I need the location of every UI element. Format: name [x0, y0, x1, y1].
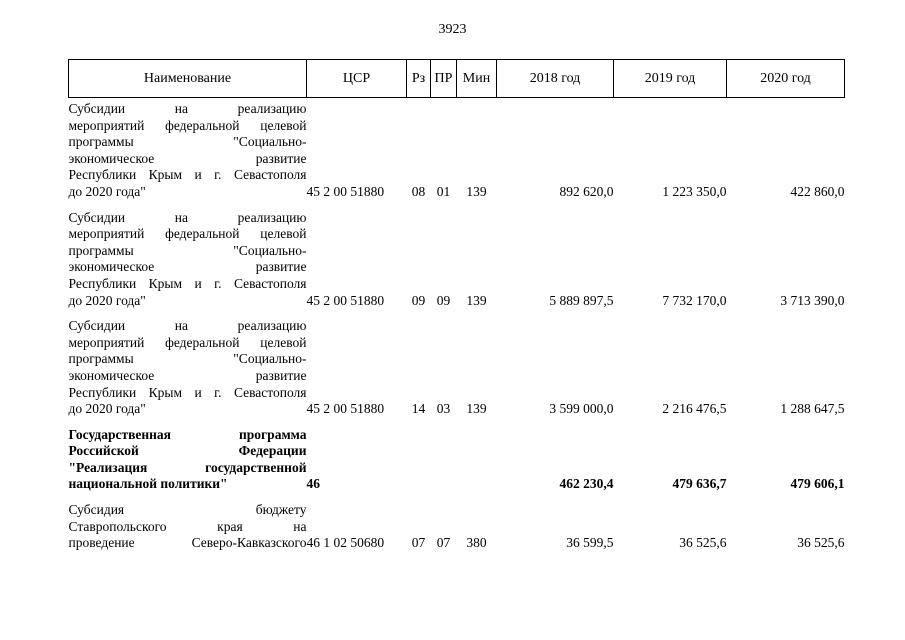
row-csr: 45 2 00 51880 [306, 292, 385, 308]
row-2019: 36 525,6 [679, 535, 727, 551]
table-row [69, 427, 845, 502]
row-2018: 462 230,4 [559, 476, 614, 492]
row-name-line: программы "Социально- [68, 134, 307, 150]
row-min: 139 [466, 401, 487, 417]
row-2018: 3 599 000,0 [549, 401, 614, 417]
row-name-line: Субсидия бюджету [68, 502, 307, 518]
row-csr: 45 2 00 51880 [306, 183, 385, 199]
row-name-line: мероприятий федеральной целевой [68, 226, 307, 242]
row-rz: 14 [411, 401, 426, 417]
table-row [69, 210, 845, 319]
table-row [69, 98, 845, 210]
row-name-line: Республики Крым и г. Севастополя [68, 384, 307, 400]
row-name-line: мероприятий федеральной целевой [68, 334, 307, 350]
row-2020: 36 525,6 [797, 535, 845, 551]
row-pr: 01 [436, 183, 451, 199]
row-name-line: до 2020 года" [68, 401, 146, 417]
row-rz: 09 [411, 292, 426, 308]
col-header-2018: 2018 год [497, 60, 614, 98]
page-number: 3923 [438, 22, 467, 37]
col-header-pr: ПР [431, 60, 457, 98]
col-header-csr: ЦСР [307, 60, 407, 98]
row-min: 139 [466, 292, 487, 308]
row-name-line: Республики Крым и г. Севастополя [68, 167, 307, 183]
row-name-line: Субсидии на реализацию [68, 209, 307, 225]
row-rz: 08 [411, 183, 426, 199]
table-header-row [69, 60, 845, 98]
row-2020: 422 860,0 [790, 183, 845, 199]
table-row [69, 502, 845, 561]
row-name-line: Субсидии на реализацию [68, 101, 307, 116]
row-name [69, 502, 307, 561]
row-2019: 2 216 476,5 [662, 401, 727, 417]
row-2018: 5 889 897,5 [549, 292, 614, 308]
row-name [69, 318, 307, 427]
row-name-line: Ставропольского края на [68, 518, 307, 534]
row-csr: 46 [306, 476, 320, 492]
budget-table [68, 59, 845, 561]
row-csr: 45 2 00 51880 [306, 401, 385, 417]
row-name-line: "Реализация государственной [68, 459, 307, 475]
row-2019: 1 223 350,0 [662, 183, 727, 199]
row-name-line: проведение Северо-Кавказского [68, 535, 307, 551]
row-min [457, 427, 497, 502]
col-header-rz: Рз [407, 60, 431, 98]
row-pr: 07 [436, 535, 451, 551]
row-rz: 07 [411, 535, 426, 551]
col-header-min: Мин [457, 60, 497, 98]
row-pr: 09 [436, 292, 451, 308]
row-name-line: экономическое развитие [68, 150, 307, 166]
row-name-line: программы "Социально- [68, 351, 307, 367]
col-header-name: Наименование [69, 60, 307, 98]
row-name-line: мероприятий федеральной целевой [68, 117, 307, 133]
row-name-line: экономическое развитие [68, 259, 307, 275]
row-name-line: программы "Социально- [68, 242, 307, 258]
row-min: 380 [466, 535, 487, 551]
table-row [69, 318, 845, 427]
row-name [69, 210, 307, 319]
row-name-line: Республики Крым и г. Севастополя [68, 275, 307, 291]
row-name-line: Государственная программа [68, 426, 307, 442]
row-2019: 7 732 170,0 [662, 292, 727, 308]
row-csr: 46 1 02 50680 [306, 535, 385, 551]
row-rz [407, 427, 431, 502]
row-2018: 36 599,5 [566, 535, 614, 551]
row-name-line: национальной политики" [68, 476, 228, 492]
row-min: 139 [466, 183, 487, 199]
row-name-line: до 2020 года" [68, 183, 146, 199]
row-name [69, 427, 307, 502]
row-2020: 1 288 647,5 [780, 401, 845, 417]
row-name-line: Субсидии на реализацию [68, 318, 307, 334]
row-name [69, 98, 307, 210]
row-pr: 03 [436, 401, 451, 417]
col-header-2020: 2020 год [727, 60, 845, 98]
row-name-line: экономическое развитие [68, 367, 307, 383]
row-2020: 479 606,1 [790, 476, 845, 492]
col-header-2019: 2019 год [614, 60, 727, 98]
row-pr [431, 427, 457, 502]
row-2020: 3 713 390,0 [780, 292, 845, 308]
row-2018: 892 620,0 [559, 183, 614, 199]
row-name-line: до 2020 года" [68, 292, 146, 308]
row-name-line: Российской Федерации [68, 443, 307, 459]
row-2019: 479 636,7 [672, 476, 727, 492]
